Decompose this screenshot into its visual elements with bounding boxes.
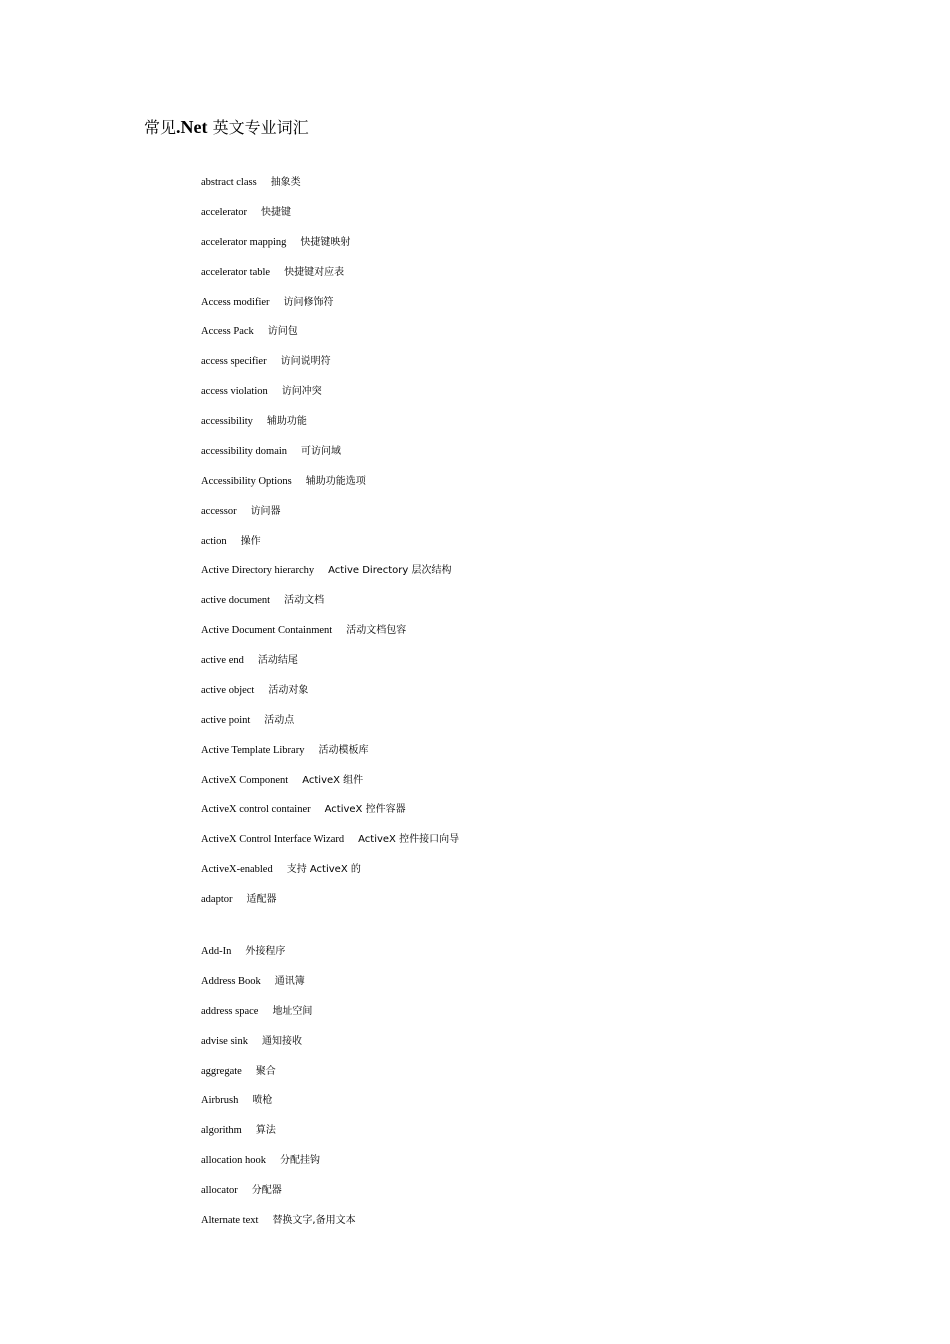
term-chinese: 适配器 xyxy=(246,894,277,905)
term-english: Airbrush xyxy=(201,1095,239,1106)
glossary-entry xyxy=(201,713,294,729)
term-chinese: 快捷键对应表 xyxy=(284,267,345,278)
term-chinese: 活动点 xyxy=(264,715,295,726)
term-english: Alternate text xyxy=(201,1215,259,1226)
term-chinese: 活动文档包容 xyxy=(346,625,407,636)
term-chinese: 快捷键映射 xyxy=(300,237,351,248)
glossary-entry xyxy=(201,832,459,848)
glossary-entry xyxy=(201,354,331,370)
term-english: Active Template Library xyxy=(201,745,305,756)
term-chinese: 聚合 xyxy=(255,1066,276,1077)
term-english: abstract class xyxy=(201,177,257,188)
term-english: active end xyxy=(201,655,244,666)
term-english: ActiveX Control Interface Wizard xyxy=(201,834,345,845)
term-chinese: 访问说明符 xyxy=(280,356,331,367)
page-title xyxy=(144,115,309,140)
term-english: action xyxy=(201,536,227,547)
term-chinese: 快捷键 xyxy=(261,207,292,218)
term-english: allocator xyxy=(201,1185,238,1196)
title-prefix: 常见 xyxy=(144,118,177,137)
glossary-entry xyxy=(201,384,322,400)
term-chinese: 活动文档 xyxy=(284,595,325,606)
glossary-entry xyxy=(201,175,301,191)
term-chinese: 访问器 xyxy=(250,506,281,517)
term-chinese: 访问包 xyxy=(267,326,298,337)
term-english: active point xyxy=(201,715,251,726)
term-chinese: 地址空间 xyxy=(272,1006,313,1017)
term-chinese: 替换文字,备用文本 xyxy=(272,1215,356,1226)
term-chinese: 活动对象 xyxy=(268,685,309,696)
term-chinese: Active Directory 层次结构 xyxy=(328,565,452,576)
glossary-entry xyxy=(201,593,324,609)
glossary-entry xyxy=(201,1213,356,1229)
term-english: ActiveX-enabled xyxy=(201,864,273,875)
term-chinese: 算法 xyxy=(255,1125,276,1136)
term-english: Add-In xyxy=(201,946,232,957)
term-chinese: 活动模板库 xyxy=(318,745,369,756)
term-english: accelerator table xyxy=(201,267,271,278)
term-chinese: 可访问域 xyxy=(301,446,342,457)
term-chinese: 外接程序 xyxy=(245,946,286,957)
glossary-entry xyxy=(201,743,368,759)
title-suffix: 英文专业词汇 xyxy=(207,118,309,137)
glossary-entry xyxy=(201,892,277,908)
glossary-entry xyxy=(201,265,344,281)
term-english: algorithm xyxy=(201,1125,242,1136)
glossary-entry xyxy=(201,862,361,878)
term-english: Accessibility Options xyxy=(201,476,292,487)
glossary-entry xyxy=(201,653,298,669)
glossary-entry xyxy=(201,802,406,818)
term-english: accessibility xyxy=(201,416,253,427)
glossary-entry xyxy=(201,1034,302,1050)
term-english: ActiveX Component xyxy=(201,775,289,786)
term-english: Access Pack xyxy=(201,326,254,337)
term-chinese: ActiveX 控件容器 xyxy=(324,804,406,815)
term-english: Access modifier xyxy=(201,297,270,308)
term-english: advise sink xyxy=(201,1036,248,1047)
glossary-entry xyxy=(201,534,261,550)
glossary-entry xyxy=(201,205,291,221)
title-highlight: .Net xyxy=(176,117,208,137)
glossary-entry xyxy=(201,444,341,460)
term-english: accelerator mapping xyxy=(201,237,287,248)
term-english: accessibility domain xyxy=(201,446,288,457)
glossary-entry xyxy=(201,235,350,251)
glossary-entry xyxy=(201,295,334,311)
term-english: access violation xyxy=(201,386,268,397)
term-english: accessor xyxy=(201,506,237,517)
glossary-entry xyxy=(201,1093,272,1109)
term-chinese: 抽象类 xyxy=(270,177,301,188)
glossary-entry xyxy=(201,474,366,490)
glossary-entry xyxy=(201,1123,276,1139)
term-chinese: 分配挂钩 xyxy=(280,1155,321,1166)
term-english: access specifier xyxy=(201,356,267,367)
term-english: active document xyxy=(201,595,271,606)
term-chinese: 通讯簿 xyxy=(274,976,305,987)
term-chinese: ActiveX 控件接口向导 xyxy=(358,834,460,845)
term-chinese: 支持 ActiveX 的 xyxy=(286,864,361,875)
term-english: Address Book xyxy=(201,976,261,987)
term-chinese: 操作 xyxy=(240,536,261,547)
glossary-entry xyxy=(201,504,281,520)
term-english: adaptor xyxy=(201,894,233,905)
term-english: Active Document Containment xyxy=(201,625,333,636)
term-english: accelerator xyxy=(201,207,248,218)
glossary-entry xyxy=(201,944,285,960)
glossary-entry xyxy=(201,563,452,579)
glossary-entry xyxy=(201,324,298,340)
glossary-entry xyxy=(201,974,305,990)
term-chinese: 访问冲突 xyxy=(281,386,322,397)
glossary-entry xyxy=(201,414,307,430)
term-english: Active Directory hierarchy xyxy=(201,565,315,576)
glossary-entry xyxy=(201,683,308,699)
term-chinese: 喷枪 xyxy=(252,1095,273,1106)
term-chinese: 访问修饰符 xyxy=(283,297,334,308)
term-chinese: 通知接收 xyxy=(261,1036,302,1047)
term-english: aggregate xyxy=(201,1066,242,1077)
term-chinese: 活动结尾 xyxy=(257,655,298,666)
glossary-entry xyxy=(201,1064,276,1080)
term-chinese: 辅助功能选项 xyxy=(305,476,366,487)
term-chinese: 分配器 xyxy=(251,1185,282,1196)
term-english: active object xyxy=(201,685,255,696)
glossary-entry xyxy=(201,1153,320,1169)
term-chinese: ActiveX 组件 xyxy=(302,775,364,786)
glossary-entry xyxy=(201,1183,282,1199)
term-english: ActiveX control container xyxy=(201,804,311,815)
term-chinese: 辅助功能 xyxy=(266,416,307,427)
glossary-entry xyxy=(201,773,363,789)
glossary-entry xyxy=(201,1004,312,1020)
term-english: allocation hook xyxy=(201,1155,267,1166)
glossary-entry xyxy=(201,623,406,639)
term-english: address space xyxy=(201,1006,259,1017)
